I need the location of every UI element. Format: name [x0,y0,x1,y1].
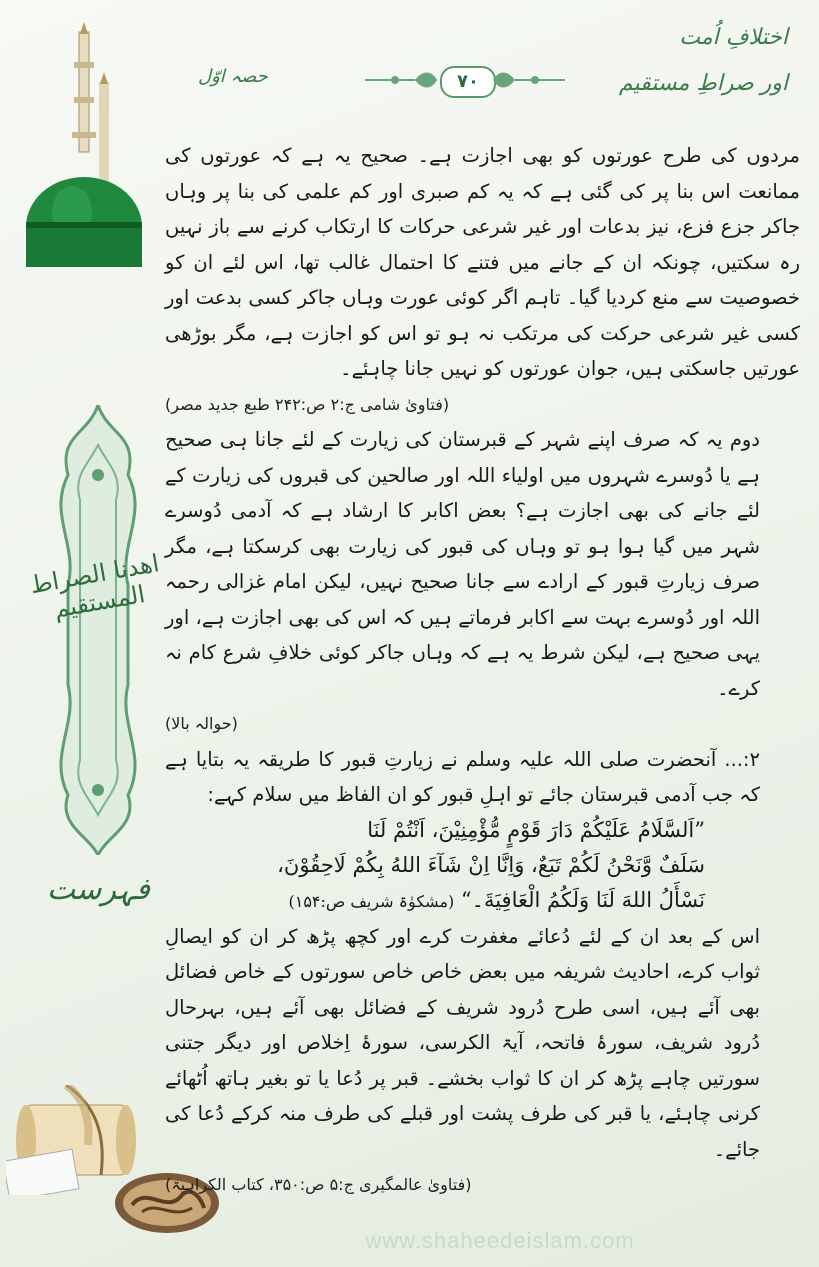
paragraph-4: اس کے بعد ان کے لئے دُعائے مغفرت کرے اور کچھ پڑھ کر ان کو ایصالِ ثواب کرے، احادیث شریفہ میں بعض خاص خاص سورتوں کے خاص فضائل بھی آئے ہیں، اسی طرح دُرود شریف کے فضائل بھی آئے ہیں، بہرحال دُرود شریف، سورۂ فاتحہ، آیۃ الکرسی، سورۂ اِخلاص اور دیگر جتنی سورتیں چاہے پڑھ کر ان کا ثواب بخشے۔ قبر پر دُعا یا تو بغیر ہاتھ اُٹھائے کرنی چاہئے، یا قبر کی طرف پشت اور قبلے کی طرف منہ کرکے دُعا کی جائے۔ [165,924,760,1161]
page-header [160,20,800,120]
panel-calligraphy-title: اهدنا الصراط المستقیم [27,549,162,624]
reference-3: (مشکوٰۃ شریف ص:۱۵۴) [288,891,455,911]
article-body [165,138,800,1203]
paragraph-2: دوم یہ کہ صرف اپنے شہر کے قبرستان کی زیارت کے لئے جانا ہی صحیح ہے یا دُوسرے شہروں میں اولیاء اللہ اور صالحین کی قبروں کی زیارت کے لئے جانے کی بھی اجازت ہے؟ بعض اکابر کا ارشاد ہے کہ آدمی دُوسرے شہر میں گیا ہوا ہو تو وہاں کی قبور کی زیارت بھی کرسکتا ہے، مگر صرف زیارتِ قبور کے ارادے سے جانا صحیح نہیں، لیکن امام غزالی رحمہ اللہ اور دُوسرے بہت سے اکابر فرماتے ہیں کہ اس کی بھی اجازت ہے، اور یہی صحیح ہے، لیکن شرط یہ ہے کہ وہاں جاکر کوئی خلافِ شرع کام نہ کرے۔ [165,428,760,700]
paragraph-3: ۲:... آنحضرت صلی اللہ علیہ وسلم نے زیارتِ قبور کا طریقہ یہ بتایا ہے کہ جب آدمی قبرستان جائے تو اہلِ قبور کو ان الفاظ میں سلام کہے: [165,747,760,806]
left-decoration-column [0,0,160,1267]
book-title [619,20,788,102]
paragraph-1: مردوں کی طرح عورتوں کو بھی اجازت ہے۔ صحیح یہ ہے کہ عورتوں کی ممانعت اس بنا پر کی گئی ہے کہ یہ کم صبری اور کم علمی کی بنا پر وہاں جاکر جزع فزع، نیز بدعات اور غیر شرعی حرکات کا ارتکاب کرنے سے باز نہیں رہ سکتیں، چونکہ ان کے جانے میں فتنے کا احتمال غالب تھا، اس لئے ان کو خصوصیت سے منع کردیا گیا۔ تاہم اگر کوئی عورت وہاں جاکر کسی بدعت اور کسی غیر شرعی حرکت کی مرتکب نہ ہو تو اس کو اجازت ہے، مگر بوڑھی عورتیں جاسکتی ہیں، جوان عورتوں کو نہیں جانا چاہئے۔ [165,144,800,380]
dua-line: ”اَلسَّلَامُ عَلَیْکُمْ دَارَ قَوْمٍ مُّؤْمِنِیْنَ، اَنْتُمْ لَنَا [367,817,705,842]
ornamental-panel-icon [48,405,148,855]
dua-line [165,883,705,919]
reference-1: (فتاویٰ شامی ج:۲ ص:۲۴۲ طبع جدید مصر) [165,394,450,414]
right-flourish-icon [493,70,565,90]
book-title-line2: اور صراطِ مستقیم [618,71,788,96]
part-label: حصہ اوّل [198,66,268,87]
table-of-contents-link[interactable]: فہرست [46,872,150,907]
dua-line: سَلَفٌ وَّنَحْنُ لَکُمْ تَبَعٌ، وَاِنَّا اِنْ شَآءَ اللهُ بِکُمْ لَاحِقُوْنَ، [277,852,705,877]
website-watermark[interactable]: www.shaheedeislam.com [365,1228,635,1253]
reference-4: (فتاویٰ عالمگیری ج:۵ ص:۳۵۰، کتاب الکراہیۃ) [165,1175,472,1194]
reference-2: (حوالہ بالا) [165,714,238,733]
page-number-ornament [365,60,565,100]
dua-arabic-block [165,813,800,919]
dua-line-text: نَسْأَلُ اللهَ لَنَا وَلَکُمُ الْعَافِیَةَ۔“ [460,887,705,912]
book-title-line1: اختلافِ اُمت [679,25,788,50]
left-flourish-icon [365,70,437,90]
page-number: ۷۰ [440,66,496,98]
green-dome-icon [24,22,154,267]
